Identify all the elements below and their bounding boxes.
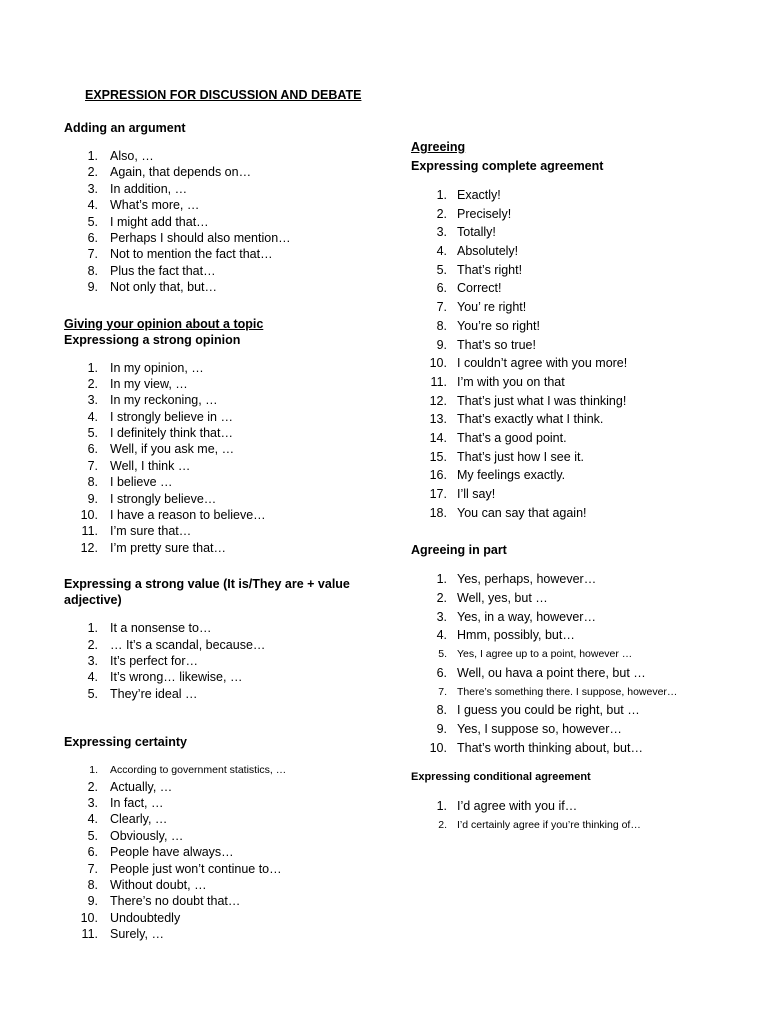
list-item-number: 1. (87, 149, 98, 163)
list-item-number: 6. (436, 665, 447, 680)
list-item-text: In my opinion, … (110, 360, 204, 375)
list-item-text: Perhaps I should also mention… (110, 230, 291, 245)
list-item (411, 373, 751, 392)
list-item-text: Yes, I agree up to a point, however … (457, 648, 633, 661)
list-item (64, 620, 384, 636)
list-item-text: Precisely! (457, 206, 512, 221)
list-item-number: 2. (87, 376, 98, 391)
list-item (411, 589, 751, 608)
list-item-text: That’s exactly what I think. (457, 412, 604, 427)
list-item-number: 4. (87, 198, 98, 213)
list-item (64, 844, 384, 860)
list-item-text: In fact, … (110, 795, 164, 810)
subheading-complete-agreement: Expressing complete agreement (411, 159, 604, 173)
list-item-number: 3. (436, 609, 447, 624)
list-item (64, 230, 384, 246)
list-item-text: I’ll say! (457, 487, 496, 501)
list-item-number: 5. (87, 686, 98, 701)
list-item (411, 242, 751, 261)
list-item-number: 10. (429, 356, 447, 371)
list-item (64, 360, 384, 376)
list-item-text: Well, yes, but … (457, 591, 548, 606)
list-item-text: In addition, … (110, 181, 188, 196)
section-heading-adding-argument: Adding an argument (64, 121, 186, 135)
list-item-number: 2. (87, 637, 98, 652)
list-item-text: Yes, perhaps, however… (457, 572, 597, 587)
list-item-text: According to government statistics, … (110, 764, 287, 777)
list-item-text: Plus the fact that… (110, 263, 216, 278)
list-item (411, 485, 751, 504)
list-item (411, 205, 751, 224)
list-item (411, 392, 751, 411)
list-item (64, 828, 384, 844)
list-item-number: 5. (438, 648, 447, 661)
list-item-number: 11. (81, 524, 98, 539)
list-item-number: 3. (87, 653, 98, 668)
list-item-number: 9. (436, 337, 447, 352)
list-item (411, 279, 751, 298)
list-item-text: I’d agree with you if… (457, 799, 578, 814)
list-item-number: 1. (87, 621, 98, 636)
list-item (411, 317, 751, 336)
list-item-text: I’m sure that… (110, 524, 192, 539)
list-item (411, 739, 751, 758)
right-column (411, 139, 751, 835)
list-item (64, 637, 384, 653)
list-item-number: 14. (429, 430, 447, 445)
list-item-number: 10. (80, 508, 98, 523)
list-item-number: 6. (436, 281, 447, 296)
list-item (64, 474, 384, 490)
list-item (64, 877, 384, 893)
list-item-text: I might add that… (110, 214, 209, 229)
list-item-number: 8. (436, 318, 447, 333)
list-item-text: I believe … (110, 475, 173, 490)
list-item-number: 5. (87, 426, 98, 441)
list-item-number: 2. (436, 591, 447, 606)
list-item (64, 686, 384, 702)
list-item-number: 16. (429, 468, 447, 483)
list-item (411, 816, 751, 835)
list-item-number: 7. (87, 458, 98, 473)
strong-value-list (64, 620, 384, 702)
list-item-text: They’re ideal … (110, 686, 198, 701)
list-item (64, 762, 384, 778)
list-item-number: 2. (436, 206, 447, 221)
list-item-text: You’ re right! (457, 300, 527, 315)
strong-opinion-list (64, 360, 384, 557)
list-item-text: Also, … (110, 149, 154, 163)
list-item-text: I couldn’t agree with you more! (457, 356, 628, 371)
list-item-number: 10. (80, 910, 98, 925)
agreeing-in-part-list (411, 570, 751, 757)
list-item-number: 2. (438, 818, 447, 831)
conditional-agreement-list (411, 797, 751, 834)
list-item (64, 861, 384, 877)
list-item-number: 12. (80, 540, 98, 555)
list-item-text: I strongly believe in … (110, 409, 233, 424)
list-item (64, 148, 384, 164)
list-item-number: 1. (87, 360, 98, 375)
list-item (411, 448, 751, 467)
list-item (411, 410, 751, 429)
list-item-number: 8. (87, 263, 98, 278)
list-item-text: That’s just how I see it. (457, 449, 584, 464)
list-item (411, 701, 751, 720)
list-item-text: There’s no doubt that… (110, 894, 241, 909)
section-heading-conditional-agreement: Expressing conditional agreement (411, 771, 591, 784)
list-item-text: I’m with you on that (457, 374, 565, 389)
list-item-number: 5. (87, 828, 98, 843)
list-item-text: In my view, … (110, 376, 188, 391)
list-item (411, 683, 751, 702)
left-column (64, 120, 384, 942)
list-item (411, 608, 751, 627)
list-item (64, 540, 384, 556)
list-item-number: 1. (89, 764, 98, 777)
list-item-text: People have always… (110, 845, 234, 860)
list-item (411, 664, 751, 683)
list-item-text: Undoubtedly (110, 910, 181, 925)
list-item-text: Not to mention the fact that… (110, 247, 273, 262)
list-item-number: 8. (87, 877, 98, 892)
list-item-number: 5. (436, 262, 447, 277)
list-item-number: 3. (87, 393, 98, 408)
list-item (64, 795, 384, 811)
section-heading-strong-value-line1: Expressing a strong value (It is/They are + value (64, 577, 350, 592)
list-item-number: 11. (430, 374, 447, 389)
list-item-number: 17. (429, 487, 447, 501)
list-item-text: You’re so right! (457, 318, 540, 333)
list-item-number: 18. (429, 505, 447, 520)
certainty-list (64, 762, 384, 942)
list-item-text: Yes, in a way, however… (457, 609, 596, 624)
list-item (64, 811, 384, 827)
subheading-strong-opinion: Expressiong a strong opinion (64, 332, 241, 347)
list-item-text: That’s worth thinking about, but… (457, 740, 643, 755)
list-item-number: 3. (87, 181, 98, 196)
list-item-number: 1. (436, 188, 447, 202)
list-item-text: I’d certainly agree if you’re thinking of… (457, 818, 641, 831)
page-title: EXPRESSION FOR DISCUSSION AND DEBATE (85, 88, 362, 102)
list-item-text: Hmm, possibly, but… (457, 628, 575, 643)
list-item-text: … It’s a scandal, because… (110, 637, 266, 652)
section-heading-certainty: Expressing certainty (64, 735, 187, 750)
list-item (64, 491, 384, 507)
list-item-text: Not only that, but… (110, 280, 218, 295)
list-item-number: 7. (87, 861, 98, 876)
list-item (64, 279, 384, 295)
list-item (411, 336, 751, 355)
list-item (64, 669, 384, 685)
list-item-number: 6. (87, 845, 98, 860)
list-item-number: 4. (87, 409, 98, 424)
list-item-number: 15. (429, 449, 447, 464)
list-item (64, 653, 384, 669)
list-item-number: 1. (436, 572, 447, 587)
list-item-text: That’s so true! (457, 337, 536, 352)
list-item-number: 5. (87, 214, 98, 229)
list-item-text: Totally! (457, 225, 496, 240)
list-item-number: 3. (436, 225, 447, 240)
list-item-number: 2. (87, 165, 98, 180)
list-item-text: I definitely think that… (110, 426, 233, 441)
list-item (64, 376, 384, 392)
list-item-number: 10. (429, 740, 447, 755)
list-item (411, 429, 751, 448)
list-item-number: 4. (436, 244, 447, 259)
list-item-text: Absolutely! (457, 244, 519, 259)
list-item-number: 13. (429, 412, 447, 427)
list-item-text: It’s wrong… likewise, … (110, 670, 243, 685)
list-item-number: 9. (87, 491, 98, 506)
list-item-number: 7. (87, 247, 98, 262)
list-item (64, 893, 384, 909)
list-item (64, 197, 384, 213)
list-item (64, 779, 384, 795)
list-item-text: Correct! (457, 281, 502, 296)
list-item-text: Well, if you ask me, … (110, 442, 235, 457)
list-item-text: That’s a good point. (457, 430, 567, 445)
list-item-number: 12. (429, 393, 447, 408)
list-item (64, 392, 384, 408)
list-item (411, 645, 751, 664)
list-item (411, 720, 751, 739)
list-item-text: Exactly! (457, 188, 501, 202)
section-heading-agreeing-in-part: Agreeing in part (411, 543, 507, 558)
list-item-text: Surely, … (110, 927, 164, 942)
list-item-number: 9. (87, 280, 98, 295)
list-item (64, 507, 384, 523)
list-item-text: Well, I think … (110, 458, 191, 473)
list-item-text: You can say that again! (457, 505, 587, 520)
list-item-number: 9. (87, 894, 98, 909)
list-item-text: There’s something there. I suppose, however… (457, 685, 678, 698)
list-item-text: Yes, I suppose so, however… (457, 721, 622, 736)
list-item (64, 910, 384, 926)
list-item (411, 298, 751, 317)
list-item-number: 4. (436, 628, 447, 643)
list-item-text: I have a reason to believe… (110, 508, 266, 523)
list-item (64, 926, 384, 942)
list-item-text: It a nonsense to… (110, 621, 212, 636)
list-item-text: What’s more, … (110, 198, 200, 213)
list-item-text: Without doubt, … (110, 877, 207, 892)
list-item (411, 261, 751, 280)
list-item-text: Again, that depends on… (110, 165, 252, 180)
list-item-text: Obviously, … (110, 828, 184, 843)
list-item-text: Actually, … (110, 779, 173, 794)
list-item (64, 425, 384, 441)
list-item (411, 223, 751, 242)
list-item-number: 7. (438, 685, 447, 698)
complete-agreement-list (411, 186, 751, 522)
list-item (411, 797, 751, 816)
list-item-text: In my reckoning, … (110, 393, 218, 408)
list-item (411, 186, 751, 205)
section-heading-giving-opinion: Giving your opinion about a topic (64, 316, 264, 331)
list-item-text: People just won’t continue to… (110, 861, 282, 876)
list-item (64, 164, 384, 180)
list-item-number: 1. (436, 799, 447, 814)
adding-argument-list (64, 148, 384, 296)
list-item-number: 4. (87, 670, 98, 685)
list-item (64, 214, 384, 230)
list-item-text: That’s right! (457, 262, 523, 277)
list-item (64, 523, 384, 539)
list-item (64, 181, 384, 197)
list-item-number: 4. (87, 812, 98, 827)
section-heading-agreeing: Agreeing (411, 140, 466, 154)
list-item (411, 466, 751, 485)
list-item-text: I strongly believe… (110, 491, 217, 506)
list-item-text: I’m pretty sure that… (110, 540, 227, 555)
list-item (64, 263, 384, 279)
list-item-text: I guess you could be right, but … (457, 703, 640, 718)
list-item-number: 6. (87, 442, 98, 457)
list-item-number: 7. (436, 300, 447, 315)
list-item-text: My feelings exactly. (457, 468, 566, 483)
list-item-text: Clearly, … (110, 812, 168, 827)
list-item-text: It’s perfect for… (110, 653, 198, 668)
list-item (411, 626, 751, 645)
list-item (64, 246, 384, 262)
list-item-number: 2. (87, 779, 98, 794)
list-item (64, 409, 384, 425)
list-item-number: 8. (436, 703, 447, 718)
list-item (411, 504, 751, 523)
list-item (64, 458, 384, 474)
list-item (411, 354, 751, 373)
list-item-text: Well, ou hava a point there, but … (457, 665, 646, 680)
list-item-number: 3. (87, 795, 98, 810)
list-item-number: 8. (87, 475, 98, 490)
list-item-number: 11. (81, 927, 98, 942)
list-item (64, 441, 384, 457)
list-item (411, 570, 751, 589)
section-heading-strong-value-line2: adjective) (64, 593, 122, 608)
list-item-number: 6. (87, 230, 98, 245)
list-item-text: That’s just what I was thinking! (457, 393, 627, 408)
list-item-number: 9. (436, 721, 447, 736)
